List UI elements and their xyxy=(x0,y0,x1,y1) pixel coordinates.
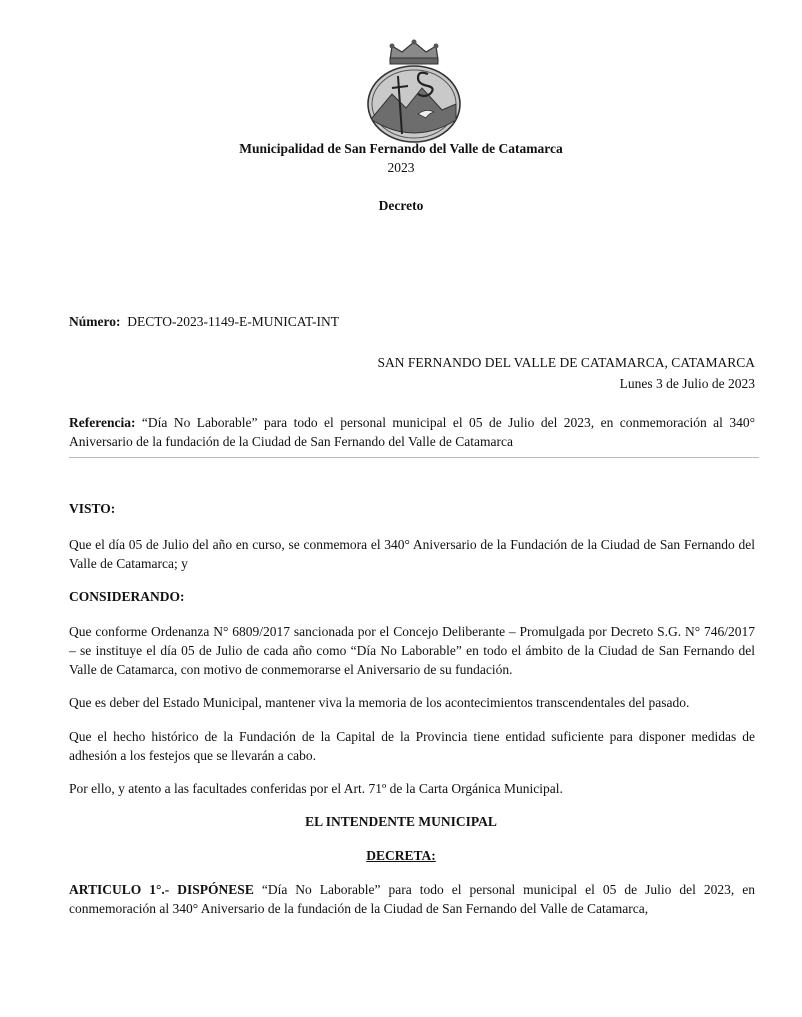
considerando-paragraph-4: Por ello, y atento a las facultades conferidas por el Art. 71º de la Carta Orgánica Municipal. xyxy=(69,781,563,796)
articulo-1 xyxy=(69,880,755,918)
considerando-paragraph-2: Que es deber del Estado Municipal, mantener viva la memoria de los acontecimientos transcendentales del pasado. xyxy=(69,695,690,710)
document-year: 2023 xyxy=(387,160,415,175)
referencia xyxy=(69,413,755,451)
articulo-1-text: “Día No Laborable” para todo el personal municipal el 05 de Julio del 2023, en conmemoración al 340° Aniversario de la fundación de la Ciudad de San Fernando del Valle de Catamarca, xyxy=(69,882,755,916)
numero-label: Número: xyxy=(69,314,121,329)
visto-text: Que el día 05 de Julio del año en curso, se conmemora el 340° Aniversario de la Fundación de la Ciudad de San Fernando del Valle de Catamarca; y xyxy=(69,537,755,571)
divider xyxy=(69,457,759,458)
referencia-text: “Día No Laborable” para todo el personal municipal el 05 de Julio del 2023, en conmemoración al 340° Aniversario de la fundación de la Ciudad de San Fernando del Valle de Catamarca xyxy=(69,415,756,449)
date-line: Lunes 3 de Julio de 2023 xyxy=(619,376,755,391)
considerando-heading: CONSIDERANDO: xyxy=(69,589,185,604)
decreta-heading: DECRETA: xyxy=(366,848,436,863)
municipal-crest-icon xyxy=(362,38,466,146)
numero-value: DECTO-2023-1149-E-MUNICAT-INT xyxy=(127,314,339,329)
visto-heading: VISTO: xyxy=(69,501,116,516)
document-type: Decreto xyxy=(378,198,424,213)
considerando-paragraph-3: Que el hecho histórico de la Fundación de la Capital de la Provincia tiene entidad suficiente para disponer medidas de adhesión a los festejos que se llevarán a cabo. xyxy=(69,729,755,763)
articulo-1-label: ARTICULO 1°.- DISPÓNESE xyxy=(69,882,254,897)
institution-name: Municipalidad de San Fernando del Valle de Catamarca xyxy=(239,141,563,156)
place-line: SAN FERNANDO DEL VALLE DE CATAMARCA, CATAMARCA xyxy=(377,355,755,370)
numero-line xyxy=(69,314,339,330)
referencia-label: Referencia: xyxy=(69,415,136,430)
considerando-paragraph-1: Que conforme Ordenanza N° 6809/2017 sancionada por el Concejo Deliberante – Promulgada por Decreto S.G. N° 746/2017 – se instituye el día 05 de Julio de cada año como “Día No Laborable” en todo el ámbito de la Ciudad de San Fernando del Valle de Catamarca, con motivo de conmemorarse el Aniversario de su fundación. xyxy=(69,624,755,677)
intendente-heading: EL INTENDENTE MUNICIPAL xyxy=(305,814,497,829)
